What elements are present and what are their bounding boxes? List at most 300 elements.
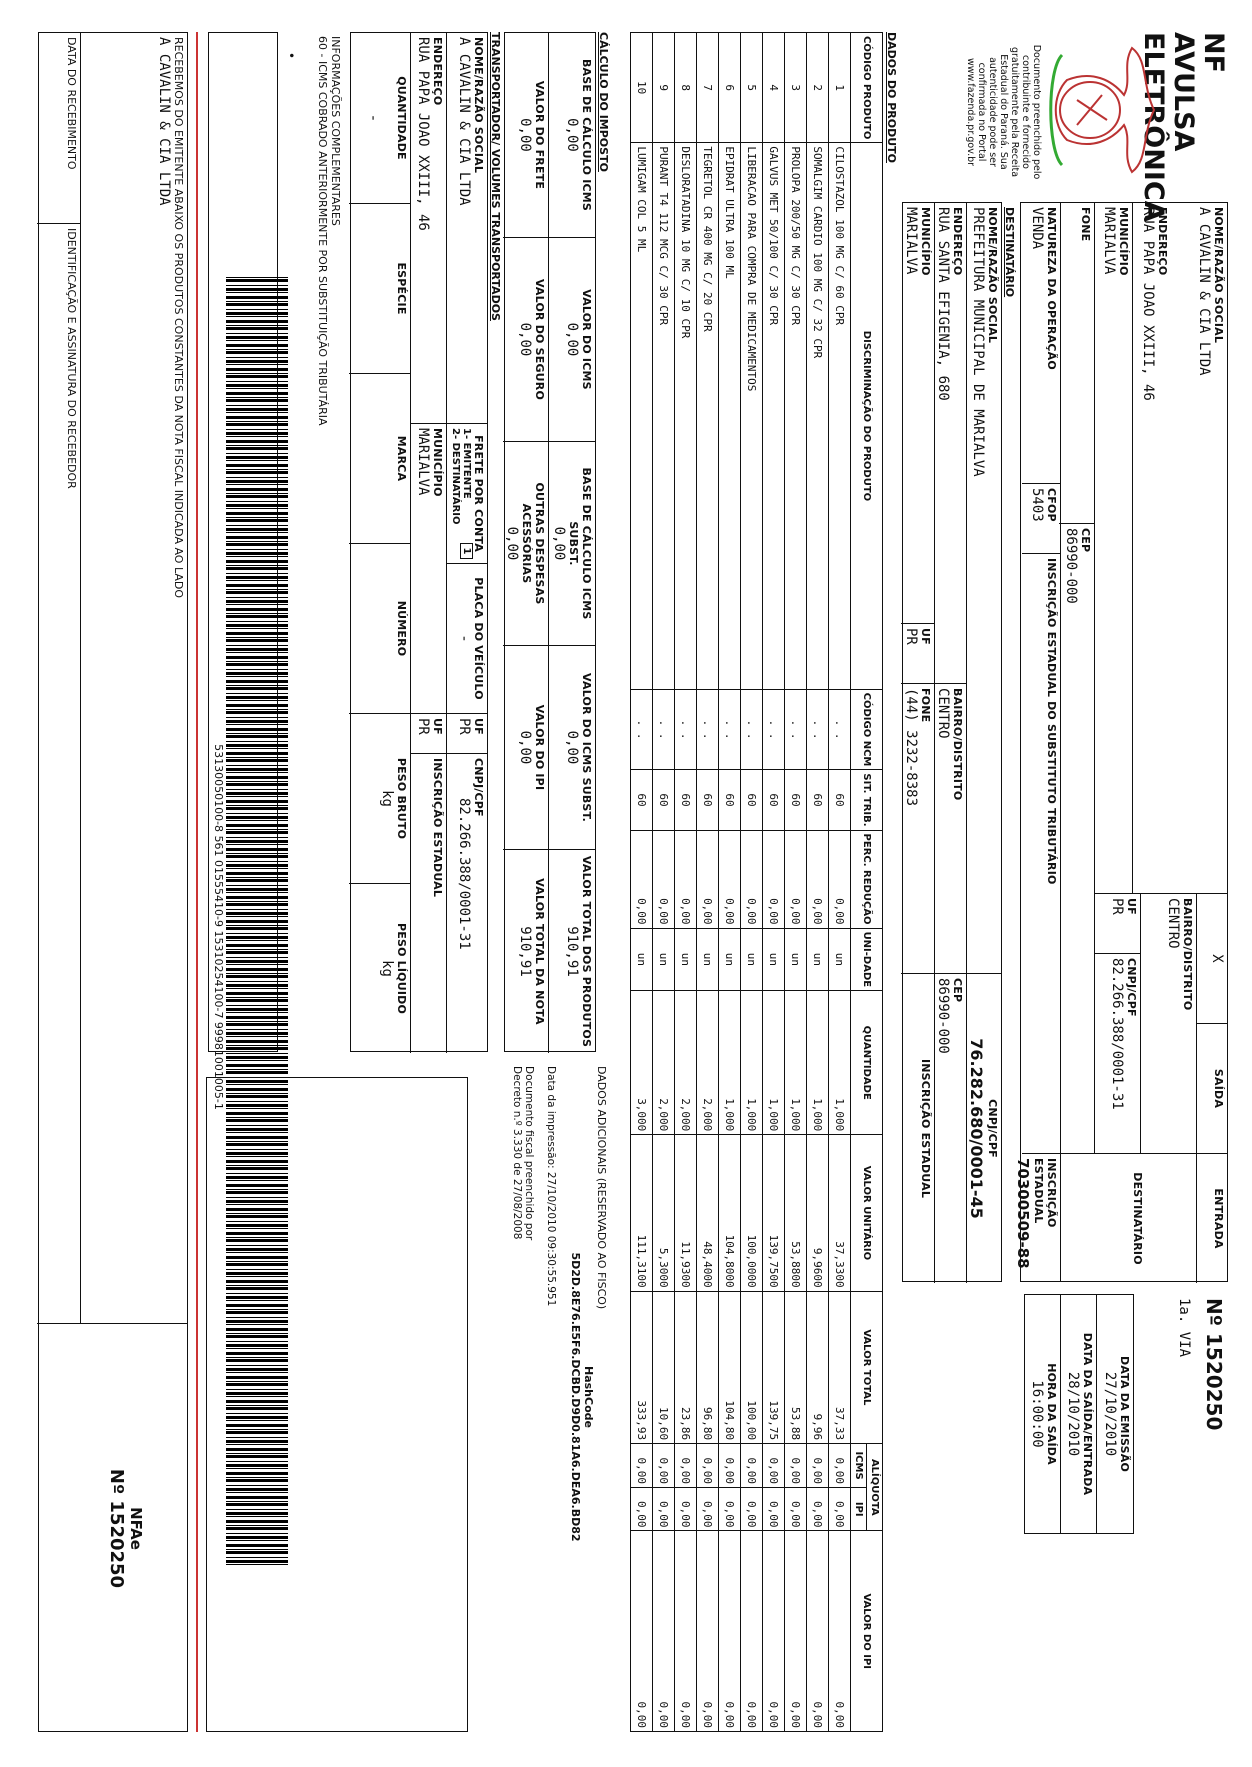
red-cut-line <box>196 32 198 1732</box>
cell-perc: 0,00 <box>763 830 785 928</box>
barcode-bar <box>226 440 288 443</box>
barcode-bar <box>226 421 288 422</box>
barcode-bar <box>226 351 288 354</box>
cell-perc: 0,00 <box>719 830 741 928</box>
barcode-bar <box>226 805 288 806</box>
cell-vipi: 0,00 <box>829 1531 851 1732</box>
barcode-bar <box>226 879 288 882</box>
table-row <box>807 33 829 1732</box>
dest-nome: PREFEITURA MUNICIPAL DE MARIALVA <box>970 207 986 477</box>
hora-saida-cell <box>1023 1295 1061 1533</box>
cell-vtotal: 23,86 <box>675 1291 697 1444</box>
barcode-bar <box>226 589 288 590</box>
cell-sit: 60 <box>829 770 851 830</box>
transp-nome-cell <box>447 33 487 423</box>
barcode-bar <box>226 312 288 315</box>
data-emissao: 27/10/2010 <box>1102 1371 1118 1457</box>
cell-qtd: 1,000 <box>807 991 829 1135</box>
dest-municipio: MARIALVA <box>903 207 919 275</box>
total-produtos-cell <box>549 849 595 1053</box>
barcode-bar <box>226 807 288 810</box>
barcode-bar <box>226 608 288 611</box>
barcode-bar <box>226 837 288 838</box>
cell-icms: 0,00 <box>675 1444 697 1488</box>
barcode-bar <box>226 927 288 930</box>
barcode-bar <box>226 951 288 954</box>
dest-uf: PR <box>903 628 919 645</box>
cell-perc: 0,00 <box>807 830 829 928</box>
barcode-bar <box>226 920 288 923</box>
transp-uf-cell <box>447 713 487 753</box>
emitente-cep: 86990-000 <box>1063 528 1079 604</box>
barcode-bar <box>226 831 288 834</box>
barcode-bar <box>226 676 288 677</box>
cell-descricao: CILOSTAZOL 100 MG C/ 60 CPR <box>829 143 851 689</box>
transportador-section-title: TRANSPORTADOR/ VOLUMES TRANSPORTADOS <box>489 32 502 321</box>
peso-liq-cell <box>349 883 411 1053</box>
valor-icms: 0,00 <box>564 322 580 357</box>
barcode-bar <box>226 864 288 867</box>
barcode-bar <box>226 615 288 618</box>
cell-codigo: 9 <box>653 33 675 143</box>
recibo-assinatura-cell <box>37 223 81 1323</box>
qtd-vol-cell <box>349 33 411 203</box>
cell-icms: 0,00 <box>719 1444 741 1488</box>
barcode-bar <box>226 757 288 758</box>
col-codigo: CÓDIGO PRODUTO <box>851 33 883 143</box>
operacao-block <box>1014 202 1060 1282</box>
cell-perc: 0,00 <box>785 830 807 928</box>
cell-sit: 60 <box>763 770 785 830</box>
barcode-bar <box>226 447 288 450</box>
barcode-bar <box>226 687 288 690</box>
barcode-bar <box>226 752 288 755</box>
label: UF <box>1125 898 1138 915</box>
barcode-bar <box>226 368 288 371</box>
barcode-bar <box>226 844 288 845</box>
cell-vipi: 0,00 <box>697 1531 719 1732</box>
barcode-bar <box>226 528 288 531</box>
barcode-bar <box>226 1029 288 1030</box>
cell-icms: 0,00 <box>829 1444 851 1488</box>
label: INSCRIÇÃO ESTADUAL <box>1032 1158 1058 1228</box>
barcode-bar <box>226 632 288 635</box>
saida-mark: X <box>1209 954 1225 963</box>
barcode-bar <box>226 772 288 773</box>
cell-vipi: 0,00 <box>653 1531 675 1732</box>
barcode-bar <box>226 549 288 550</box>
cell-ipi: 0,00 <box>719 1487 741 1530</box>
barcode-bar <box>226 848 288 851</box>
barcode-bar <box>226 556 288 557</box>
cell-vunit: 37,3300 <box>829 1135 851 1291</box>
dest-fone-cell <box>901 683 935 973</box>
emitente-uf-cell <box>1095 893 1141 953</box>
cell-un: un <box>697 928 719 991</box>
authenticity-note: Documento preenchido pelo contribuinte e fornecido gratuitamente pela Receita Estadual do Paraná. Sua autenticidade pode ser confirmada no Portal www.fazenda.pr.gov.br <box>965 44 1042 180</box>
barcode-bar <box>226 933 288 934</box>
cell-codigo: 1 <box>829 33 851 143</box>
dest-cnpj: 76.282.680/0001-45 <box>967 1038 986 1219</box>
dest-ie-cell <box>901 973 935 1283</box>
barcode-bar <box>226 877 288 878</box>
data-saida-cell <box>1061 1295 1097 1533</box>
barcode-bar <box>226 621 288 622</box>
emitente-cnpj: 82.266.388/0001-31 <box>1109 958 1125 1110</box>
barcode-bar <box>226 861 288 862</box>
barcode-bar <box>226 1032 288 1035</box>
transp-endereco: RUA PAPA JOAO XXIII, 46 <box>415 37 431 231</box>
barcode-bar <box>226 709 288 710</box>
label: CNPJ/CPF <box>986 1099 999 1158</box>
transp-municipio: MARIALVA <box>415 428 431 496</box>
complementares-block <box>304 32 344 1032</box>
label: ENDEREÇO <box>1156 207 1169 276</box>
label: FONE <box>1079 207 1092 242</box>
cell-qtd: 1,000 <box>763 991 785 1135</box>
cell-vtotal: 10,60 <box>653 1291 675 1444</box>
barcode-bar <box>226 477 288 478</box>
barcode-bar <box>226 1005 288 1006</box>
barcode-bar <box>226 696 288 699</box>
cell-ncm: . . <box>719 689 741 770</box>
cell-sit: 60 <box>653 770 675 830</box>
data-saida: 28/10/2010 <box>1065 1371 1081 1457</box>
emitente-block <box>1060 202 1228 1282</box>
cell-icms: 0,00 <box>653 1444 675 1488</box>
cell-vipi: 0,00 <box>631 1531 653 1732</box>
entrada-label: ENTRADA <box>1212 1188 1225 1249</box>
label: BAIRRO/DISTRITO <box>951 688 964 801</box>
barcode-bar <box>226 397 288 398</box>
barcode-bar <box>226 560 288 563</box>
dest-endereco-cell <box>935 203 967 683</box>
col-ncm: CÓDIGO NCM <box>851 689 883 770</box>
barcode-bar <box>226 432 288 435</box>
produtos-section-title: DADOS DO PRODUTO <box>885 32 898 163</box>
valor-st: 0,00 <box>564 730 580 765</box>
table-row <box>675 33 697 1732</box>
total-nota: 910,91 <box>517 926 533 977</box>
barcode-bar <box>226 285 288 286</box>
barcode-bar <box>226 973 288 974</box>
cell-perc: 0,00 <box>829 830 851 928</box>
label: PESO BRUTO <box>395 757 408 840</box>
cell-perc: 0,00 <box>697 830 719 928</box>
cell-ncm: . . <box>741 689 763 770</box>
cell-qtd: 1,000 <box>829 991 851 1135</box>
barcode-bar <box>226 813 288 814</box>
cell-ncm: . . <box>829 689 851 770</box>
cell-qtd: 1,000 <box>785 991 807 1135</box>
cell-descricao: GALVUS MET 50/100 C/ 30 CPR <box>763 143 785 689</box>
peso-bruto: kg <box>379 790 395 807</box>
barcode-bar <box>226 1012 288 1013</box>
dest-endereco: RUA SANTA EFIGENIA, 680 <box>935 207 951 401</box>
barcode-bar <box>226 340 288 341</box>
cell-vtotal: 104,80 <box>719 1291 741 1444</box>
barcode-bar <box>226 604 288 605</box>
col-aliquota: ALÍQUOTA <box>867 1444 883 1531</box>
cell-ncm: . . <box>675 689 697 770</box>
barcode-bar <box>226 445 288 446</box>
label: VALOR DO FRETE <box>533 80 546 190</box>
barcode-bar <box>226 484 288 485</box>
dest-bairro: CENTRO <box>935 688 951 739</box>
barcode-bar <box>226 501 288 502</box>
placa: - <box>456 634 472 643</box>
cell-sit: 60 <box>719 770 741 830</box>
saida-cell <box>1197 1023 1227 1153</box>
barcode-bar <box>226 325 288 326</box>
transp-endereco-cell <box>411 33 447 423</box>
barcode-bar <box>226 903 288 906</box>
barcode-bar <box>226 975 288 978</box>
barcode-bar <box>226 327 288 330</box>
label: NOME/RAZÃO SOCIAL <box>472 37 485 174</box>
col-valor-ipi: VALOR DO IPI <box>851 1531 883 1732</box>
peso-liq: kg <box>379 960 395 977</box>
label: BASE DE CÁLCULO ICMS SUBST. <box>567 467 593 620</box>
col-descricao: DISCRIMINAÇÃO DO PRODUTO <box>851 143 883 689</box>
transp-nome: A CAVALIN & CIA LTDA <box>456 37 472 206</box>
dest-uf-cell <box>901 623 935 683</box>
barcode-bar <box>226 776 288 779</box>
emitente-municipio: MARIALVA <box>1101 207 1117 275</box>
cell-icms: 0,00 <box>741 1444 763 1488</box>
barcode-bar <box>226 301 288 302</box>
barcode-bar <box>226 781 288 782</box>
barcode-bar <box>226 1047 288 1050</box>
transp-cnpj: 82.266.388/0001-31 <box>456 798 472 950</box>
cell-qtd: 1,000 <box>719 991 741 1135</box>
col-sit: SIT. TRIB. <box>851 770 883 830</box>
cell-vipi: 0,00 <box>719 1531 741 1732</box>
cell-qtd: 2,000 <box>675 991 697 1135</box>
barcode-bar <box>226 936 288 939</box>
recibo-assinatura-label: IDENTIFICAÇÃO E ASSINATURA DO RECEBEDOR <box>65 228 78 489</box>
produtos-table-wrap <box>613 32 883 1732</box>
barcode-bar <box>226 600 288 603</box>
label: FRETE POR CONTA <box>472 435 485 552</box>
barcode-bar <box>226 597 288 598</box>
barcode-bar <box>226 1060 288 1061</box>
document-frame <box>23 32 1228 1732</box>
table-row <box>719 33 741 1732</box>
cell-un: un <box>763 928 785 991</box>
hash-label: HashCode <box>582 1366 595 1428</box>
barcode-bar <box>226 543 288 546</box>
barcode-bar <box>226 988 288 989</box>
cell-vtotal: 53,88 <box>785 1291 807 1444</box>
barcode-bar <box>226 628 288 629</box>
barcode-bar <box>226 693 288 694</box>
cell-un: un <box>653 928 675 991</box>
barcode-bar <box>226 741 288 742</box>
cell-ipi: 0,00 <box>807 1487 829 1530</box>
label: BAIRRO/DISTRITO <box>1181 898 1194 1011</box>
label: NATUREZA DA OPERAÇÃO <box>1045 207 1058 370</box>
cell-codigo: 7 <box>697 33 719 143</box>
barcode-bar <box>226 717 288 718</box>
cell-un: un <box>719 928 741 991</box>
outras: 0,00 <box>504 526 520 561</box>
cell-vunit: 100,0000 <box>741 1135 763 1291</box>
cell-vunit: 5,3000 <box>653 1135 675 1291</box>
cell-qtd: 2,000 <box>653 991 675 1135</box>
barcode-bar <box>226 940 288 941</box>
label: OUTRAS DESPESAS ACESSÓRIAS <box>520 482 546 605</box>
barcode-bar <box>226 423 288 426</box>
destinatario-block <box>902 202 1002 1282</box>
label: NOME/RAZÃO SOCIAL <box>1212 207 1225 344</box>
dest-bairro-cell <box>935 683 967 973</box>
valor-icms-cell <box>549 237 595 441</box>
emitente-cep-cell <box>1059 523 1095 1153</box>
barcode-bar <box>226 637 288 638</box>
transp-cnpj-cell <box>447 753 487 1053</box>
data-emissao-cell <box>1097 1295 1133 1533</box>
cell-vipi: 0,00 <box>741 1531 763 1732</box>
emitente-ie: 70300509-88 <box>1014 1158 1032 1269</box>
cell-ncm: . . <box>653 689 675 770</box>
cell-icms: 0,00 <box>697 1444 719 1488</box>
barcode-bar <box>226 573 288 574</box>
cell-codigo: 3 <box>785 33 807 143</box>
recibo-data-label: DATA DO RECEBIMENTO <box>65 37 78 170</box>
cell-vipi: 0,00 <box>785 1531 807 1732</box>
barcode-bar <box>226 495 288 498</box>
label: VALOR DO ICMS SUBST. <box>580 673 593 822</box>
hora-saida: 16:00:00 <box>1029 1380 1045 1448</box>
barcode-bar <box>226 333 288 334</box>
barcode-bar <box>226 412 288 413</box>
barcode-bar <box>226 580 288 581</box>
barcode-bar <box>226 685 288 686</box>
barcode-bar <box>226 613 288 614</box>
adicionais-block <box>480 1062 610 1732</box>
barcode-bar <box>226 565 288 566</box>
barcode-bar <box>226 669 288 670</box>
barcode-bar <box>226 399 288 402</box>
cell-icms: 0,00 <box>631 1444 653 1488</box>
placa-cell <box>447 563 487 713</box>
label: VALOR DO ICMS <box>580 289 593 390</box>
barcode-bar <box>226 855 288 858</box>
frete-value: 1 <box>460 543 473 559</box>
dest-cep: 86990-000 <box>935 978 951 1054</box>
entrada-cell <box>1197 1153 1227 1283</box>
cell-ncm: . . <box>631 689 653 770</box>
cell-ipi: 0,00 <box>829 1487 851 1530</box>
barcode-bar <box>226 999 288 1002</box>
doc-line1: Documento fiscal preenchido por <box>523 1066 535 1241</box>
label: MUNICÍPIO <box>919 207 932 276</box>
dest-fone: (44) 3232-8383 <box>903 688 919 807</box>
produtos-header-row <box>867 33 883 1732</box>
barcode-bar <box>226 429 288 430</box>
label: UF <box>431 718 444 735</box>
cell-vunit: 139,7500 <box>763 1135 785 1291</box>
label: FONE <box>919 688 932 723</box>
cell-qtd: 1,000 <box>741 991 763 1135</box>
col-perc: PERC. REDUÇÃO <box>851 830 883 928</box>
barcode-bar <box>226 820 288 821</box>
barcode-bar <box>226 680 288 683</box>
barcode-bar <box>226 364 288 365</box>
seguro: 0,00 <box>517 322 533 357</box>
barcode-bar <box>226 1021 288 1022</box>
label: CNPJ/CPF <box>472 758 485 817</box>
barcode-bar <box>226 1040 288 1043</box>
transp-uf2: PR <box>415 718 431 735</box>
table-row <box>697 33 719 1732</box>
cell-descricao: PROLOPA 200/50 MG C/ 30 CPR <box>785 143 807 689</box>
label: ESPÉCIE <box>395 262 408 315</box>
via-cell <box>1170 1294 1194 1544</box>
cell-sit: 60 <box>741 770 763 830</box>
barcode-bar <box>226 344 288 347</box>
cell-ncm: . . <box>807 689 829 770</box>
label: PLACA DO VEÍCULO <box>472 577 485 700</box>
natureza-cell <box>1022 203 1060 483</box>
recibo-text-cell <box>87 33 187 1323</box>
barcode-bar <box>226 656 288 659</box>
nf-number-cell <box>1198 1294 1228 1544</box>
barcode-bar <box>226 277 288 278</box>
barcode-bar <box>226 1045 288 1046</box>
cell-ncm: . . <box>697 689 719 770</box>
imposto-section-title: CÁLCULO DO IMPOSTO <box>597 32 610 172</box>
barcode-bar <box>226 1056 288 1059</box>
barcode-bar <box>226 916 288 917</box>
barcode-bar <box>226 840 288 843</box>
total-produtos: 910,91 <box>564 926 580 977</box>
cell-vunit: 48,4000 <box>697 1135 719 1291</box>
barcode-bar <box>226 992 288 995</box>
emitente-cnpj-cell <box>1095 953 1141 1153</box>
barcode-bar <box>226 1064 288 1067</box>
barcode-bar <box>226 279 288 282</box>
label: VALOR TOTAL DOS PRODUTOS <box>580 855 593 1048</box>
barcode-bar <box>226 885 288 886</box>
emitente-uf: PR <box>1109 898 1125 915</box>
cell-descricao: SOMALGIM CARDIO 100 MG C/ 32 CPR <box>807 143 829 689</box>
saida-mark-cell <box>1197 893 1227 1023</box>
frete-cell <box>503 33 549 237</box>
barcode-bar <box>226 480 288 483</box>
transp-ie-cell <box>411 753 447 1053</box>
barcode-bar <box>226 829 288 830</box>
base-st: 0,00 <box>551 526 567 561</box>
barcode-bar <box>226 748 288 749</box>
bullet-mark: • <box>284 52 298 60</box>
barcode-bar <box>226 1008 288 1011</box>
transp-municipio-cell <box>411 423 447 713</box>
barcode-bar <box>226 303 288 306</box>
barcode-bar <box>226 584 288 587</box>
cell-vtotal: 100,00 <box>741 1291 763 1444</box>
recibo-nf-number: Nº 1520250 <box>106 1468 127 1589</box>
cell-vipi: 0,00 <box>675 1531 697 1732</box>
recibo-nf-cell <box>37 1323 187 1733</box>
barcode-bar <box>226 576 288 579</box>
barcode-bar <box>226 405 288 406</box>
label: PESO LÍQUIDO <box>395 922 408 1015</box>
barcode-bar <box>226 663 288 666</box>
qtd-vol: - <box>365 113 381 123</box>
label: CEP <box>951 978 964 1003</box>
